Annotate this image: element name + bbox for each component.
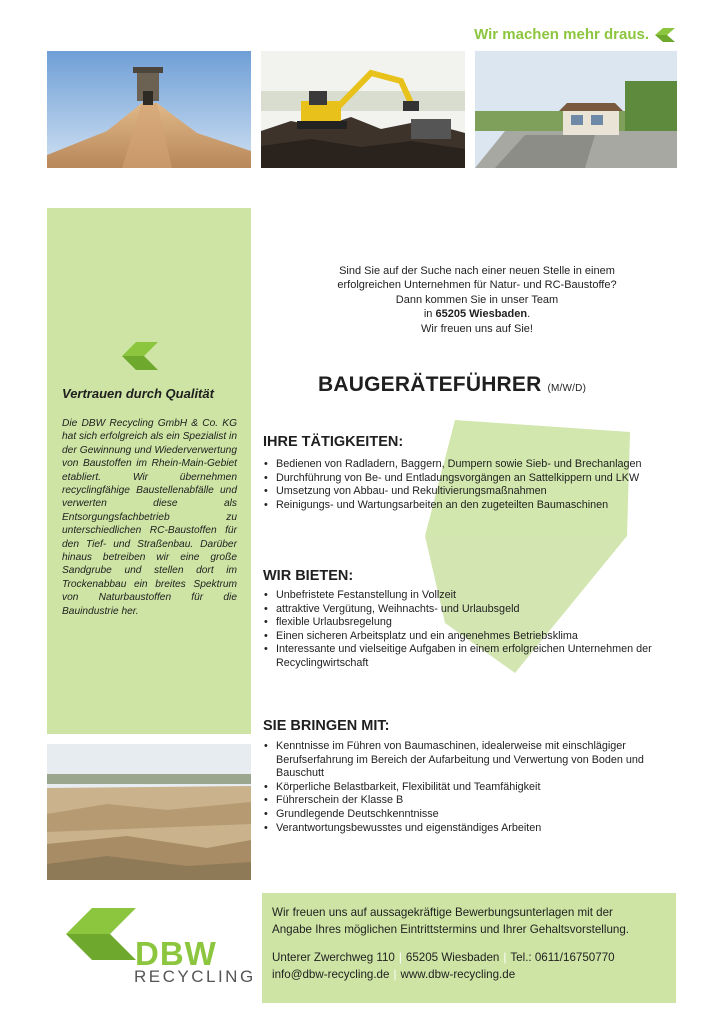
list-item: • Bedienen von Radladern, Baggern, Dumpern sowie Sieb- und Brechanlagen: [262, 458, 667, 472]
intro-line: Wir freuen uns auf Sie!: [421, 322, 533, 335]
intro-line: in 65205 Wiesbaden.: [423, 308, 531, 321]
intro-line: Sind Sie auf der Suche nach einer neuen Stelle in einem: [339, 265, 615, 277]
list-item: • flexible Urlaubsregelung: [262, 616, 667, 630]
section-heading-tasks: IHRE TÄTIGKEITEN:: [263, 434, 404, 450]
list-item: • Verantwortungsbewusstes und eigenständiges Arbeiten: [262, 822, 667, 836]
list-item: • Reinigungs- und Wartungsarbeiten an den zugeteilten Baumaschinen: [262, 499, 667, 513]
list-item: • Einen sicheren Arbeitsplatz und ein angenehmes Betriebsklima: [262, 630, 667, 644]
application-note: Wir freuen uns auf aussagekräftige Bewerbungsunterlagen mit der: [272, 906, 613, 919]
brand-subtitle: RECYCLING: [134, 967, 256, 986]
sand-pile-photo: [47, 51, 251, 168]
company-description: Die DBW Recycling GmbH & Co. KG hat sich erfolgreich als ein Spezialist in der Gewinnung und Wiederverwertung von Baustoffen im Rhein-Main-Gebiet etabliert. Wir übernehmen recyclingfähige Baustellenabfälle und verwerten diese als Entsorgungsfachbetrieb zu unterschiedlichen RC-Baustoffen für den Tief- und Straßenbau. Darüber hinaus betreiben wir eine große Sandgrube und stellen dort im Trockenabbau ein breites Spektrum von Naturbaustoffen für die Bauindustrie her.: [62, 418, 237, 617]
brand-chevron-icon: [122, 342, 158, 370]
quarry-photo: [47, 744, 251, 880]
location: 65205 Wiesbaden: [435, 308, 528, 321]
intro-line: erfolgreichen Unternehmen für Natur- und RC-Baustoffe?: [337, 279, 617, 292]
dbw-logo-mark-icon: [66, 908, 136, 960]
weighbridge-photo: [475, 51, 677, 168]
list-item: • Interessante und vielseitige Aufgaben in einem erfolgreichen Unternehmen der Recyclingwirtschaft: [262, 643, 667, 670]
slogan: [474, 26, 675, 43]
gender-note: (M/W/D): [547, 383, 587, 394]
section-heading-requirements: SIE BRINGEN MIT:: [263, 718, 390, 734]
intro-line: Dann kommen Sie in unser Team: [395, 293, 559, 306]
contact-text: [272, 905, 668, 983]
list-item: • Körperliche Belastbarkeit, Flexibilität und Teamfähigkeit: [262, 781, 667, 795]
excavator-photo: [261, 51, 465, 168]
brand-chevron-icon: [655, 28, 675, 42]
list-item: • attraktive Vergütung, Weihnachts- und Urlaubsgeld: [262, 603, 667, 617]
brand-name: DBW: [135, 935, 217, 972]
sidebar-title: Vertrauen durch Qualität: [62, 386, 214, 401]
list-item: • Unbefristete Festanstellung in Vollzeit: [262, 589, 667, 603]
website-link[interactable]: www.dbw-recycling.de: [400, 967, 516, 981]
tasks-list: [262, 458, 667, 512]
offer-list: [262, 589, 667, 671]
intro-text: [272, 264, 682, 336]
list-item: • Umsetzung von Abbau- und Rekultivierungsmaßnahmen: [262, 485, 667, 499]
list-item: • Durchführung von Be- und Entladungsvorgängen an Sattelkippern und LKW: [262, 472, 667, 486]
list-item: • Führerschein der Klasse B: [262, 794, 667, 808]
slogan-text: Wir machen mehr draus.: [474, 26, 649, 43]
section-heading-offer: WIR BIETEN:: [263, 568, 354, 584]
address-line: Unterer Zwerchweg 110 | 65205 Wiesbaden | Tel.: 0611/16750770: [272, 951, 615, 964]
contact-panel: [262, 893, 676, 1003]
city: 65205 Wiesbaden: [405, 951, 500, 964]
list-item: • Kenntnisse im Führen von Baumaschinen, idealerweise mit einschlägiger Berufserfahrung im Bereich der Aufarbeitung und Verwertung von Boden und Bauschutt: [262, 740, 667, 781]
street: Unterer Zwerchweg 110: [272, 951, 395, 964]
application-note: Angabe Ihres möglichen Eintrittstermins und Ihrer Gehaltsvorstellung.: [272, 922, 630, 936]
requirements-list: [262, 740, 667, 835]
list-item: • Grundlegende Deutschkenntnisse: [262, 808, 667, 822]
email-link[interactable]: info@dbw-recycling.de: [272, 967, 390, 981]
job-title: BAUGERÄTEFÜHRER (M/W/D): [318, 373, 587, 396]
phone[interactable]: Tel.: 0611/16750770: [510, 951, 615, 964]
online-line: info@dbw-recycling.de | www.dbw-recycling.de: [272, 967, 516, 981]
